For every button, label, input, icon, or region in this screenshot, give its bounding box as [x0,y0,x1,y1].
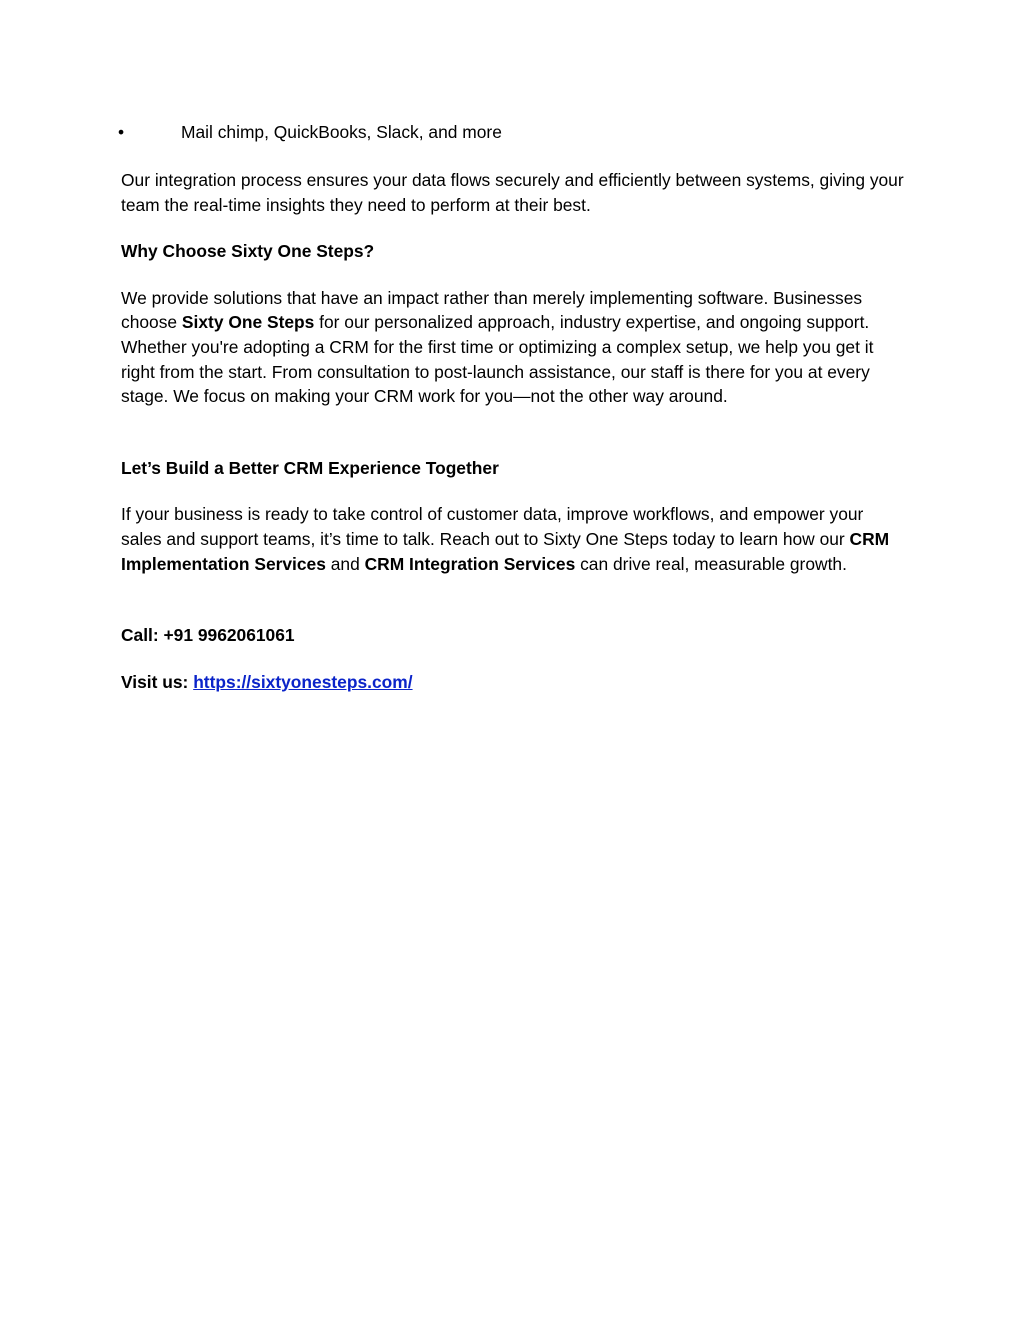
why-text-part2: for our personalized approach, industry expertise, and ongoing support. Whether you're adopting a CRM for the first time or optimizing a complex setup, we help you get it right from the start. From consultation to post-launch assistance, our staff is there for you at every stage. We focus on making your CRM work for you—not the other way around. [121,312,874,407]
website-link[interactable]: https://sixtyonesteps.com/ [193,671,413,692]
integration-services-bold: CRM Integration Services [364,553,576,574]
build-text-part2: and [325,553,365,574]
bullet-text: Mail chimp, QuickBooks, Slack, and more [181,122,502,142]
company-name-bold: Sixty One Steps [181,312,315,333]
implementation-services-bold: CRM Implementation Services [121,528,890,574]
build-paragraph [121,502,906,576]
visit-line [121,670,906,695]
bullet-list-item [118,120,906,146]
bullet-icon: • [118,122,125,142]
why-choose-paragraph [121,286,906,409]
build-heading: Let’s Build a Better CRM Experience Together [121,457,499,478]
build-text-part1: If your business is ready to take control of customer data, improve workflows, and empower your sales and support teams, it’s time to talk. Reach out to Sixty One Steps today to learn how our [121,504,864,549]
build-text-part3: can drive real, measurable growth. [575,553,847,574]
document-page [118,120,906,694]
integration-paragraph: Our integration process ensures your data flows securely and efficiently between systems, giving your team the real-time insights they need to perform at their best. [121,170,904,215]
visit-label: Visit us: [121,671,189,692]
why-text-part1: We provide solutions that have an impact rather than merely implementing software. Businesses choose [121,287,863,333]
call-line: Call: +91 9962061061 [121,625,295,646]
why-choose-heading: Why Choose Sixty One Steps? [121,241,375,262]
